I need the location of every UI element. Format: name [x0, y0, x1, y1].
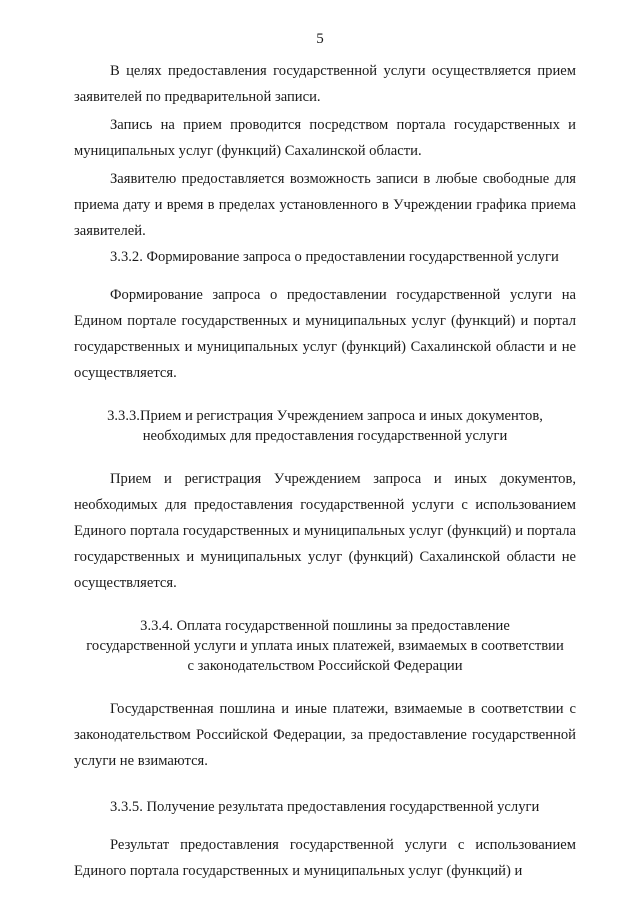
heading-3-3-2: 3.3.2. Формирование запроса о предоставлении государственной услуги [110, 249, 559, 265]
heading-3-3-4-line-1: 3.3.4. Оплата государственной пошлины за предоставление [140, 618, 510, 634]
document-body [74, 58, 576, 884]
page-number: 5 [316, 31, 324, 47]
heading-3-3-4 [74, 616, 576, 676]
paragraph-registration: Прием и регистрация Учреждением запроса и иных документов, необходимых для предоставления государственной услуги с использованием Единого портала государственных и муниципальных услуг (функций) и портала государственных и муниципальных услуг (функций) Сахалинской области не осуществляется. [74, 471, 576, 591]
heading-3-3-3-line-2: необходимых для предоставления государственной услуги [142, 428, 508, 444]
heading-3-3-3-line-1: 3.3.3.Прием и регистрация Учреждением запроса и иных документов, [107, 408, 543, 424]
heading-3-3-4-line-3: с законодательством Российской Федерации [187, 658, 463, 674]
paragraph-free-slots: Заявителю предоставляется возможность записи в любые свободные для приема дату и время в пределах установленного в Учреждении графика приема заявителей. [74, 171, 576, 239]
paragraph-appointment: В целях предоставления государственной услуги осуществляется прием заявителей по предварительной записи. [74, 63, 576, 105]
heading-3-3-3 [74, 406, 576, 446]
paragraph-portal-booking: Запись на прием проводится посредством портала государственных и муниципальных услуг (функций) Сахалинской области. [74, 117, 576, 159]
heading-3-3-4-line-2: государственной услуги и уплата иных платежей, взимаемых в соответствии [86, 638, 564, 654]
heading-3-3-5: 3.3.5. Получение результата предоставления государственной услуги [110, 799, 540, 815]
paragraph-result: Результат предоставления государственной услуги с использованием Единого портала государственных и муниципальных услуг (функций) и [74, 837, 576, 879]
paragraph-state-fee: Государственная пошлина и иные платежи, взимаемые в соответствии с законодательством Российской Федерации, за предоставление государственной услуги не взимаются. [74, 701, 576, 769]
paragraph-request-forming: Формирование запроса о предоставлении государственной услуги на Едином портале государственных и муниципальных услуг (функций) и портал государственных и муниципальных услуг (функций) Сахалинской области и не осуществляется. [74, 287, 576, 381]
